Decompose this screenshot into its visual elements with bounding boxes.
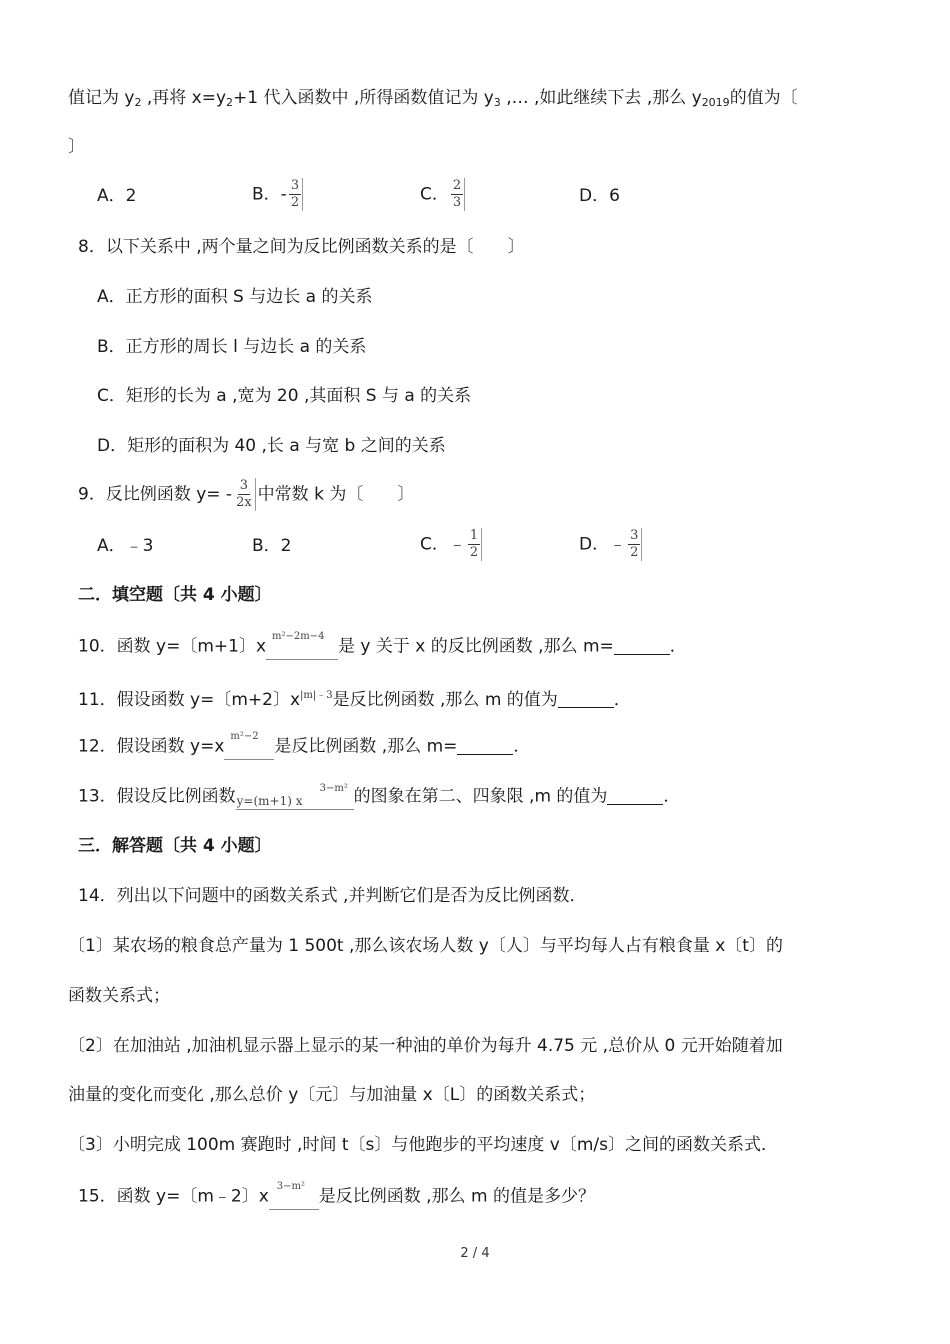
q14-part3: 〔3〕小明完成 100m 赛跑时 ,时间 t〔s〕与他跑步的平均速度 v〔m/s〕之间的函数关系式．	[68, 1135, 778, 1155]
q13-function-image: y=(m+1) x 3−m²	[236, 783, 354, 810]
section-solve-heading: 三．解答题〔共 4 小题〕	[78, 836, 272, 856]
q9-d-fraction: $\frac{3}{2}$	[628, 528, 642, 561]
q8-option-b: B．正方形的周长 l 与边长 a 的关系	[97, 337, 367, 357]
q9-option-c: C．﹣ $\frac{1}{2}$	[420, 528, 484, 561]
q9-fraction: $\frac{3}{2x}$	[234, 478, 256, 511]
q7-option-a: A．2	[97, 186, 137, 206]
q8-option-c: C．矩形的长为 a ,宽为 20 ,其面积 S 与 a 的关系	[97, 386, 472, 406]
q13-answer-blank[interactable]	[607, 786, 663, 805]
q12-answer-blank[interactable]	[457, 736, 513, 755]
q11-answer-blank[interactable]	[558, 689, 614, 708]
q10: 10．函数 y=〔m+1〕x m²−2m−4 是 y 关于 x 的反比例函数 ,那么 m= ．	[78, 633, 687, 660]
page-number: 2 / 4	[460, 1246, 490, 1261]
q14-part2-line2: 油量的变化而变化 ,那么总价 y〔元〕与加油量 x〔L〕的函数关系式；	[68, 1085, 596, 1105]
q10-exponent: m²−2m−4	[266, 633, 338, 660]
section-fill-in-heading: 二．填空题〔共 4 小题〕	[78, 585, 272, 605]
q8-stem: 8．以下关系中 ,两个量之间为反比例函数关系的是〔 〕	[78, 237, 525, 257]
q14-stem: 14．列出以下问题中的函数关系式 ,并判断它们是否为反比例函数．	[78, 886, 587, 906]
q7-option-d: D．6	[579, 186, 620, 206]
q7-c-fraction: $\frac{2}{3}$	[451, 178, 465, 211]
q14-part1-line2: 函数关系式；	[68, 986, 170, 1006]
q10-answer-blank[interactable]	[614, 636, 670, 655]
q9-option-b: B．2	[252, 536, 292, 556]
q12-exponent: m²−2	[224, 733, 274, 760]
q14-part2-line1: 〔2〕在加油站 ,加油机显示器上显示的某一种油的单价为每升 4.75 元 ,总价从 0 元开始随着加	[68, 1036, 783, 1056]
q7-line1: 值记为 $y_2$ ,再将 $x=y_2+1$ 代入函数中 ,所得函数值记为 $y_3$ ,… ,如此继续下去 ,那么 $y_{2019}$的值为〔	[68, 88, 798, 109]
q8-option-a: A．正方形的面积 S 与边长 a 的关系	[97, 287, 373, 307]
q9-option-a: A．﹣3	[97, 536, 154, 556]
q9-stem: 9．反比例函数 y= - $\frac{3}{2x}$ 中常数 k 为〔 〕	[78, 478, 415, 510]
q7-line2: 〕	[68, 137, 85, 157]
q13: 13．假设反比例函数 y=(m+1) x 3−m² 的图象在第二、四象限 ,m 的值为 ．	[78, 783, 681, 808]
q7-option-c: C． $\frac{2}{3}$	[420, 178, 467, 211]
q9-c-fraction: $\frac{1}{2}$	[468, 528, 482, 561]
q11-exponent: |m|﹣3	[300, 690, 333, 701]
q8-option-d: D．矩形的面积为 40 ,长 a 与宽 b 之间的关系	[97, 436, 446, 456]
q7-b-fraction: $\frac{3}{2}$	[289, 178, 303, 211]
q12: 12．假设函数 y=x m²−2 是反比例函数 ,那么 m= ．	[78, 733, 530, 760]
q15: 15．函数 y=〔m﹣2〕x 3−m² 是反比例函数 ,那么 m 的值是多少？	[78, 1183, 595, 1210]
q14-part1-line1: 〔1〕某农场的粮食总产量为 1 500t ,那么该农场人数 y〔人〕与平均每人占有粮食量 x〔t〕的	[68, 936, 783, 956]
q11: 11．假设函数 y=〔m+2〕$x^{|m|﹣3}$是反比例函数 ,那么 m 的值为 ．	[78, 690, 631, 710]
q7-option-b: B．- $\frac{3}{2}$	[252, 178, 305, 211]
q15-exponent: 3−m²	[269, 1183, 319, 1210]
q9-option-d: D．﹣ $\frac{3}{2}$	[579, 528, 644, 561]
